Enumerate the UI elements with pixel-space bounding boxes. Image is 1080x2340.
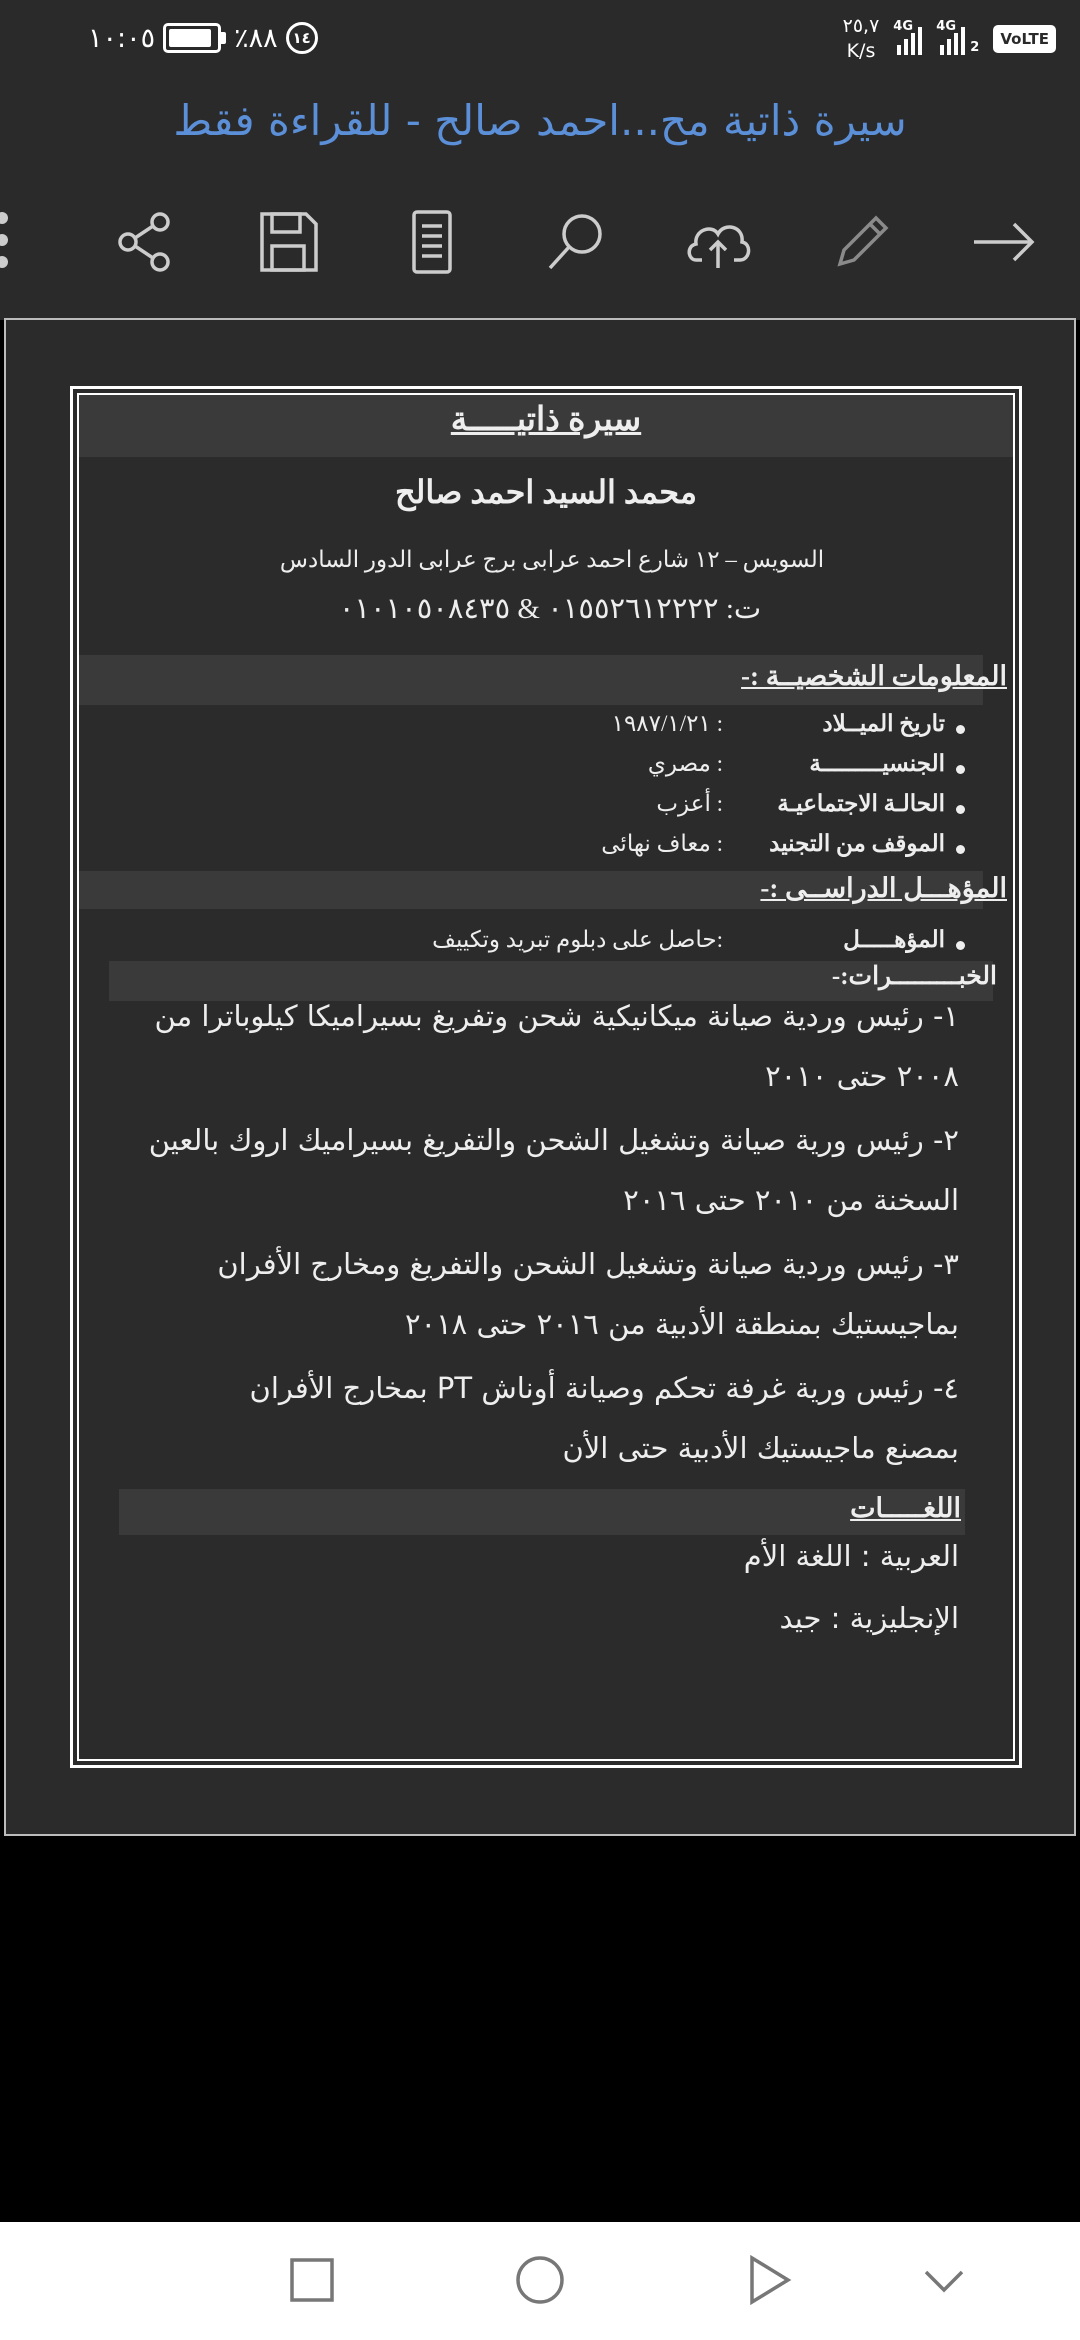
personal-label: الحالـة الاجتماعيـة [777,791,945,816]
document-title: سيرة ذاتية مح...احمد صالح - للقراءة فقط [173,95,907,145]
section-personal-title: المعلومات الشخصيــة :- [741,661,1007,691]
status-left [88,22,318,54]
personal-label: الموقف من التجنيد [769,831,945,856]
personal-value: : ١٩٨٧/١/٢١ [611,711,723,736]
cv-name: محمد السيد احمد صالح [394,474,698,510]
experience-line: بمصنع ماجيستيك الأدبية حتى الأن [562,1431,959,1465]
section-experience-title: الخبـــــــــرات:- [831,963,997,990]
signal-icon-sim2: 4G 2 [936,19,980,55]
cloud-upload-icon[interactable] [680,204,756,280]
volte-icon: VoLTE [993,25,1056,53]
personal-value: : أعزب [656,791,723,816]
net-speed: ٢٥,٧ K/s [842,15,880,62]
title-bar [0,80,1080,160]
personal-label: تاريخ الميــلاد [822,711,945,736]
personal-value: : معاف نهائى [601,831,723,856]
signal-icon-sim1: 4G [893,23,922,55]
toolbar [0,160,1080,320]
language-item: الإنجليزية : جيد [779,1601,959,1635]
edit-icon[interactable] [824,204,900,280]
save-icon[interactable] [250,204,326,280]
status-right [843,14,1056,64]
search-icon[interactable] [538,204,614,280]
battery-level: ٪٨٨ [234,22,278,54]
experience-line: السخنة من ٢٠١٠ حتى ٢٠١٦ [623,1183,959,1217]
personal-label: الجنسيـــــــــة [809,751,945,776]
section-languages-title: اللغـــــات [850,1493,961,1523]
forward-arrow-icon[interactable] [966,204,1042,280]
share-icon[interactable] [106,204,182,280]
collapse-icon[interactable] [912,2248,976,2312]
education-label: المؤهـــــل [843,927,945,952]
personal-value: : مصري [647,751,723,776]
recents-icon[interactable] [280,2248,344,2312]
home-icon[interactable] [508,2248,572,2312]
notification-badge: ١٤ [286,22,318,54]
section-education-title: المؤهـــل الدراســى :- [760,873,1007,903]
document-page [70,386,1022,1768]
experience-line: ٢٠٠٨ حتى ٢٠١٠ [765,1059,959,1093]
experience-line: ٤- رئيس ورية غرفة تحكم وصيانة أوناش PT بمخارج الأفران [249,1371,959,1405]
clock: ١٠:٠٥ [88,22,156,54]
document-icon[interactable] [394,204,470,280]
experience-line: ٣- رئيس وردية صيانة وتشغيل الشحن والتفريغ ومخارج الأفران [217,1247,959,1281]
cv-heading: سيرة ذاتيـــــة [450,402,642,438]
system-nav-bar [0,2222,1080,2340]
experience-line: بماجيستيك بمنطقة الأدبية من ٢٠١٦ حتى ٢٠١٨ [404,1307,959,1341]
status-bar [0,0,1080,80]
cv-address: السويس – ١٢ شارع احمد عرابى برج عرابى الدور السادس [279,547,825,572]
play-icon[interactable] [736,2248,800,2312]
experience-line: ٢- رئيس ورية صيانة وتشغيل الشحن والتفريغ بسيراميك اروك بالعين [148,1123,959,1157]
education-value: :حاصل على دبلوم تبريد وتكييف [432,927,723,952]
more-icon[interactable] [0,212,10,278]
document-viewer[interactable] [4,318,1076,1836]
experience-line: ١- رئيس وردية صيانة ميكانيكية شحن وتفريغ بسيراميكا كيلوباترا من [154,999,959,1033]
cv-phone: ت: ٠١٥٥٢٦١٢٢٢٢ & ٠١٠١٠٥٠٨٤٣٥ [338,593,762,625]
battery-icon [163,23,221,53]
language-item: العربية : اللغة الأم [743,1539,959,1573]
